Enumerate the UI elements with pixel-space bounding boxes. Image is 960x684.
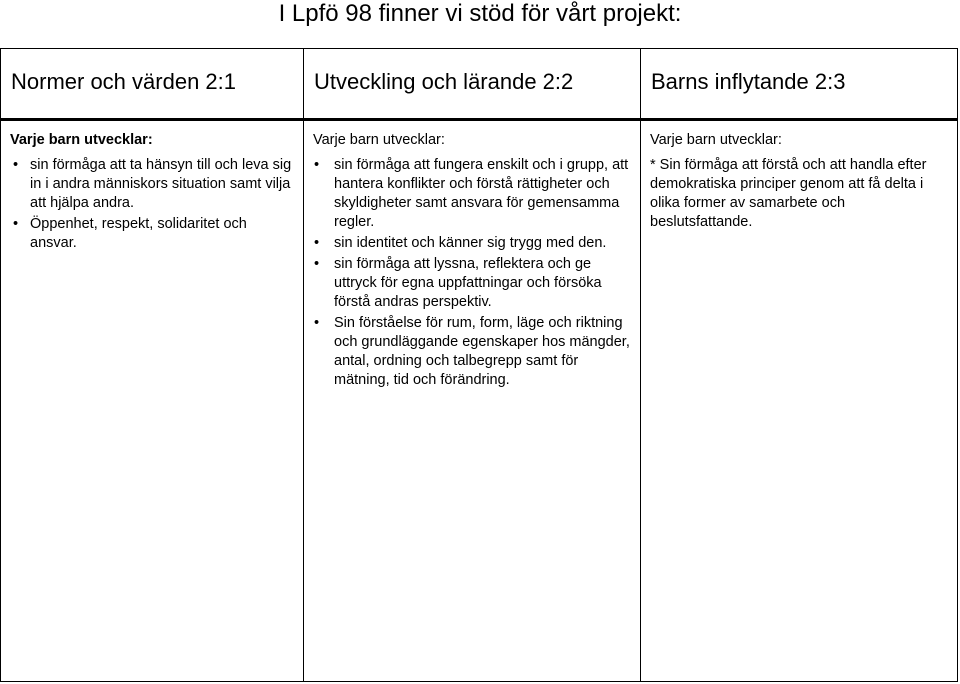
curriculum-table bbox=[0, 48, 958, 682]
table-header-row bbox=[1, 49, 957, 121]
column-divider bbox=[303, 49, 304, 681]
bullet-icon: • bbox=[13, 216, 19, 232]
list-item-text: Öppenhet, respekt, solidaritet och ansvar. bbox=[30, 216, 247, 251]
list-item bbox=[306, 255, 634, 312]
list-item bbox=[306, 156, 634, 232]
list-item bbox=[306, 314, 634, 390]
column-barns-inflytande bbox=[650, 131, 950, 232]
list-item bbox=[10, 215, 295, 253]
column-heading: Varje barn utvecklar: bbox=[650, 132, 782, 148]
list-item-text: sin identitet och känner sig trygg med den. bbox=[334, 235, 607, 251]
list-item bbox=[10, 156, 295, 213]
column-normer-och-varden bbox=[10, 131, 295, 255]
list-item-text: sin förmåga att lyssna, reflektera och ge uttryck för egna uppfattningar och försöka förstå andras perspektiv. bbox=[334, 256, 602, 310]
bullet-icon: • bbox=[314, 235, 320, 251]
list-item-text: sin förmåga att fungera enskilt och i grupp, att hantera konflikter och förstå rättigheter och skyldigheter samt ansvara för gemensamma regler. bbox=[334, 157, 629, 230]
list-item bbox=[306, 234, 634, 253]
column-text: * Sin förmåga att förstå och att handla efter demokratiska principer genom att få delta i olika former av samarbete och beslutsfattande. bbox=[650, 157, 927, 230]
header-barns-inflytande: Barns inflytande 2:3 bbox=[651, 69, 846, 94]
bullet-icon: • bbox=[13, 157, 19, 173]
page-title: I Lpfö 98 finner vi stöd för vårt projekt: bbox=[278, 0, 682, 27]
list-item-text: Sin förståelse för rum, form, läge och riktning och grundläggande egenskaper hos mängder, antal, ordning och talbegrepp samt för mätning, tid och förändring. bbox=[334, 315, 630, 388]
bullet-icon: • bbox=[314, 256, 320, 272]
header-normer-och-varden: Normer och värden 2:1 bbox=[11, 69, 236, 94]
bullet-list bbox=[306, 156, 634, 390]
column-utveckling-och-larande bbox=[306, 131, 634, 392]
column-heading: Varje barn utvecklar: bbox=[313, 132, 445, 148]
column-divider bbox=[640, 49, 641, 681]
bullet-list bbox=[10, 156, 295, 253]
list-item-text: sin förmåga att ta hänsyn till och leva sig in i andra människors situation samt vilja att hjälpa andra. bbox=[30, 157, 292, 211]
column-heading: Varje barn utvecklar: bbox=[10, 132, 153, 148]
header-utveckling-och-larande: Utveckling och lärande 2:2 bbox=[314, 69, 574, 94]
bullet-icon: • bbox=[314, 157, 320, 173]
bullet-icon: • bbox=[314, 315, 320, 331]
